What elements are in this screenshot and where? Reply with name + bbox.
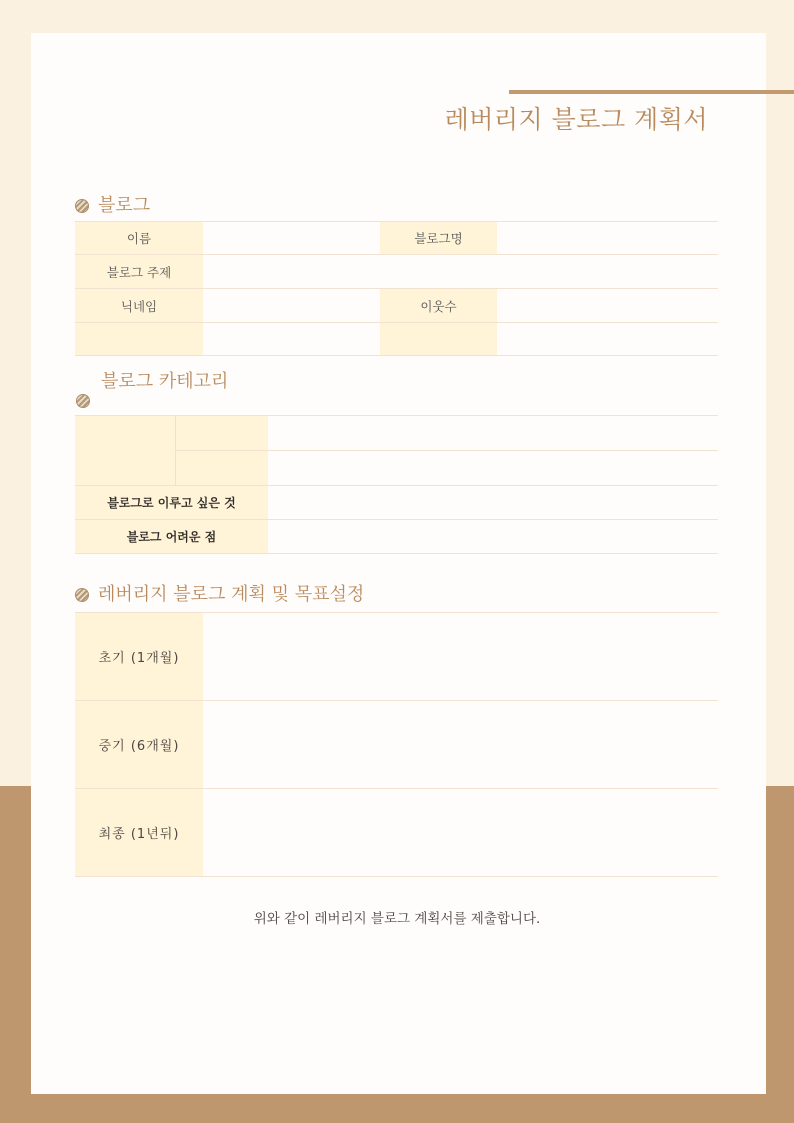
document-title: 레버리지 블로그 계획서 [444, 105, 708, 134]
blog-name-field[interactable] [497, 222, 718, 255]
table-row [75, 222, 718, 255]
table-row [75, 289, 718, 323]
blog-difficulty-label: 블로그 어려운 점 [75, 520, 268, 554]
stage-initial-label: 초기 (1개월) [75, 613, 203, 701]
bullet-circle-icon [75, 588, 89, 602]
table-row [75, 416, 718, 451]
stage-initial-field[interactable] [203, 613, 718, 701]
table-row [75, 255, 718, 289]
blog-name-label: 블로그명 [380, 222, 497, 255]
table-row [75, 323, 718, 356]
neighbors-field[interactable] [497, 289, 718, 323]
title-rule [509, 90, 794, 94]
blank-field-2[interactable] [497, 323, 718, 356]
stage-final-field[interactable] [203, 789, 718, 877]
stage-final-label: 최종 (1년뒤) [75, 789, 203, 877]
blog-topic-label: 블로그 주제 [75, 255, 203, 289]
category-value-field[interactable] [268, 416, 718, 451]
section-heading-blog [75, 191, 150, 217]
category-table [75, 415, 718, 554]
category-main-cell [75, 416, 175, 486]
category-sub-cell [175, 451, 268, 486]
section-heading-plan-text: 레버리지 블로그 계획 및 목표설정 [98, 584, 365, 605]
table-row [75, 486, 718, 520]
stage-mid-label: 중기 (6개월) [75, 701, 203, 789]
section-heading-category: 블로그 카테고리 [101, 371, 229, 392]
blog-goal-label: 블로그로 이루고 싶은 것 [75, 486, 268, 520]
blank-field-1[interactable] [203, 323, 380, 356]
stage-mid-field[interactable] [203, 701, 718, 789]
section-heading-blog-text: 블로그 [98, 195, 151, 216]
blog-goal-field[interactable] [268, 486, 718, 520]
bullet-circle-icon [76, 394, 90, 408]
blog-difficulty-field[interactable] [268, 520, 718, 554]
table-row [75, 701, 718, 789]
nickname-label: 닉네임 [75, 289, 203, 323]
name-field[interactable] [203, 222, 380, 255]
name-label: 이름 [75, 222, 203, 255]
table-row [75, 520, 718, 554]
table-row [75, 789, 718, 877]
category-sub-cell [175, 416, 268, 451]
plan-table [75, 612, 718, 877]
blank-label-1 [75, 323, 203, 356]
category-value-field[interactable] [268, 451, 718, 486]
closing-statement: 위와 같이 레버리지 블로그 계획서를 제출합니다. [253, 911, 541, 927]
section-heading-plan [75, 580, 364, 606]
nickname-field[interactable] [203, 289, 380, 323]
blog-info-table [75, 221, 718, 356]
blank-label-2 [380, 323, 497, 356]
bullet-circle-icon [75, 199, 89, 213]
neighbors-label: 이웃수 [380, 289, 497, 323]
table-row [75, 613, 718, 701]
blog-topic-field[interactable] [203, 255, 718, 289]
